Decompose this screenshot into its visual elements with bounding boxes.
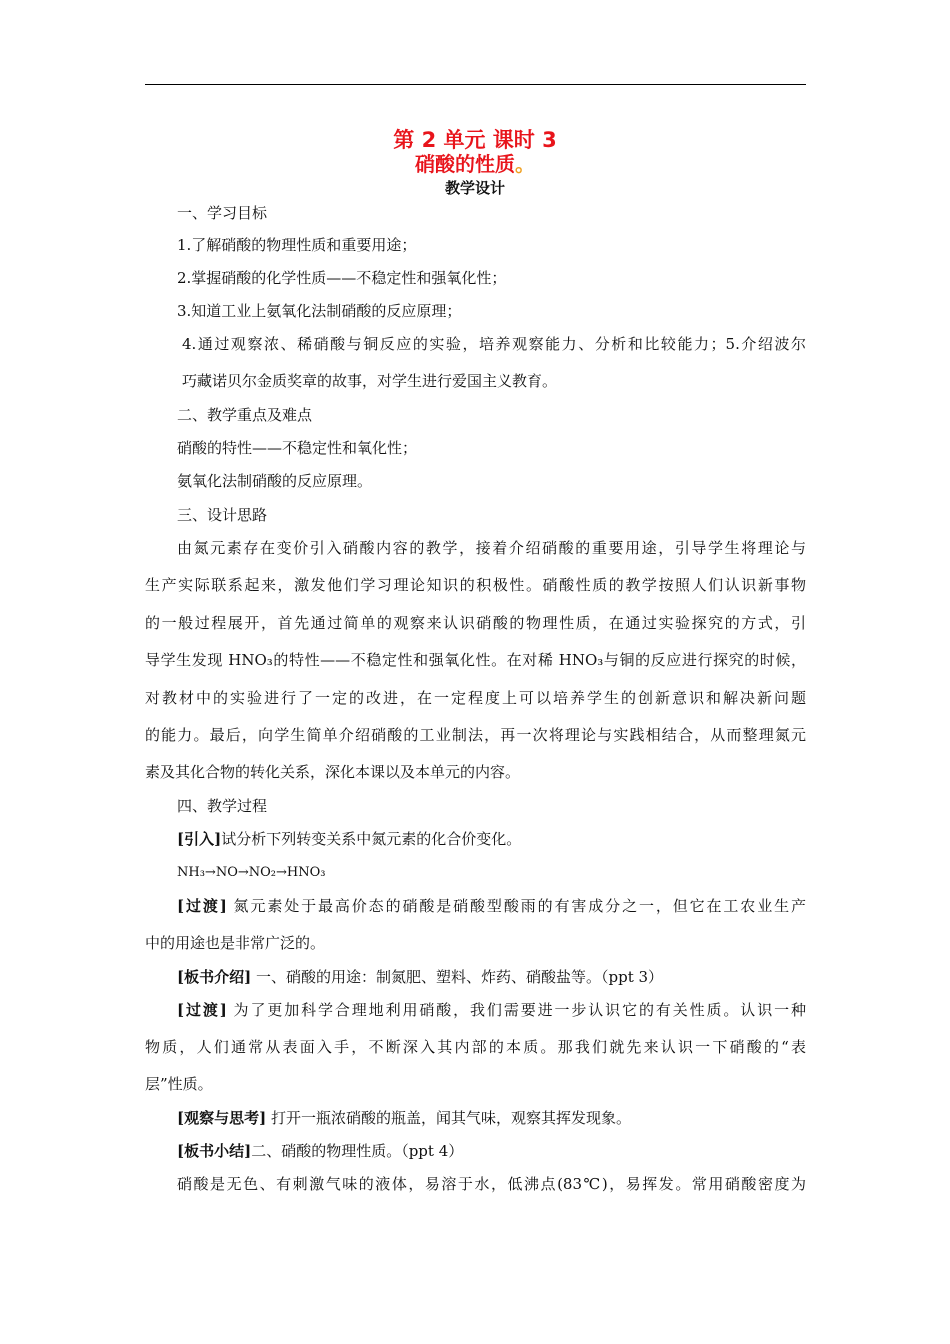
objective-3: 3.知道工业上氨氧化法制硝酸的反应原理；: [177, 302, 462, 320]
section-1-heading: 一、学习目标: [177, 204, 268, 222]
unit-title: 第 2 单元 课时 3: [393, 128, 557, 152]
title-dot: 。: [515, 152, 535, 176]
board-intro-tag: [板书介绍]: [177, 968, 252, 986]
observe-tag: [观察与思考]: [177, 1109, 267, 1127]
transition-2-cont: 层”性质。: [145, 1075, 213, 1093]
objective-4-line2: 巧藏诺贝尔金质奖章的故事，对学生进行爱国主义教育。: [182, 372, 558, 390]
intro-text: 试分析下列转变关系中氮元素的化合价变化。: [221, 830, 522, 848]
design-paragraph-line: 素及其化合物的转化关系，深化本课以及本单元的内容。: [145, 763, 521, 781]
transition-1: [177, 896, 806, 916]
transition-2-cont: 物质，人们通常从表面入手，不断深入其内部的本质。那我们就先来认识一下硝酸的“表: [145, 1038, 806, 1056]
board-intro-text: 一、硝酸的用途：制氮肥、塑料、炸药、硝酸盐等。（ppt 3）: [255, 968, 664, 986]
objective-2: 2.掌握硝酸的化学性质——不稳定性和强氧化性；: [177, 269, 507, 287]
intro-tag: [引入]: [177, 830, 222, 848]
transition-2-text: 为了更加科学合理地利用硝酸，我们需要进一步认识它的有关性质。认识一种: [233, 1001, 806, 1019]
transition-1-tag: [过渡]: [177, 897, 227, 915]
board-summary: [177, 1141, 463, 1161]
objective-4-line1: 4.通过观察浓、稀硝酸与铜反应的实验，培养观察能力、分析和比较能力；5.介绍波尔: [182, 335, 806, 353]
objective-1: 1.了解硝酸的物理性质和重要用途；: [177, 236, 417, 254]
board-summary-tag: [板书小结]: [177, 1142, 252, 1160]
transition-2: [177, 1000, 806, 1020]
lesson-title-text: 硝酸的性质: [415, 152, 515, 176]
lesson-title: [0, 148, 950, 177]
section-3-heading: 三、设计思路: [177, 506, 268, 524]
key-point-2: 氨氧化法制硝酸的反应原理。: [177, 472, 373, 490]
section-2-heading: 二、教学重点及难点: [177, 406, 313, 424]
header-rule: [145, 84, 806, 85]
reaction-formula: NH₃→NO→NO₂→HNO₃: [177, 865, 326, 880]
physical-properties-line: 硝酸是无色、有刺激气味的液体，易溶于水，低沸点(83℃)，易挥发。常用硝酸密度为: [177, 1175, 806, 1193]
section-4-heading: 四、教学过程: [177, 797, 268, 815]
transition-1-cont: 中的用途也是非常广泛的。: [145, 934, 326, 952]
observe-text: 打开一瓶浓硝酸的瓶盖，闻其气味，观察其挥发现象。: [270, 1109, 631, 1127]
subtitle: 教学设计: [444, 179, 505, 197]
design-paragraph-line: 由氮元素存在变价引入硝酸内容的教学，接着介绍硝酸的重要用途，引导学生将理论与: [177, 539, 806, 557]
design-paragraph-line: 对教材中的实验进行了一定的改进，在一定程度上可以培养学生的创新意识和解决新问题: [145, 689, 806, 707]
board-intro: [177, 967, 663, 987]
design-paragraph-line: 生产实际联系起来，激发他们学习理论知识的积极性。硝酸性质的教学按照人们认识新事物: [145, 576, 806, 594]
transition-1-text: 氮元素处于最高价态的硝酸是硝酸型酸雨的有害成分之一，但它在工农业生产: [233, 897, 806, 915]
transition-2-tag: [过渡]: [177, 1001, 227, 1019]
intro-line: [177, 829, 521, 849]
design-paragraph-line: 的一般过程展开，首先通过简单的观察来认识硝酸的物理性质，在通过实验探究的方式，引: [145, 614, 806, 632]
design-paragraph-line: 的能力。最后，向学生简单介绍硝酸的工业制法，再一次将理论与实践相结合，从而整理氮元: [145, 726, 806, 744]
board-summary-text: 二、硝酸的物理性质。（ppt 4）: [251, 1142, 464, 1160]
key-point-1: 硝酸的特性——不稳定性和氧化性；: [177, 439, 418, 457]
design-paragraph-line: 导学生发现 HNO₃的特性——不稳定性和强氧化性。在对稀 HNO₃与铜的反应进行探究的时候，: [145, 651, 806, 669]
observe-think: [177, 1108, 631, 1128]
